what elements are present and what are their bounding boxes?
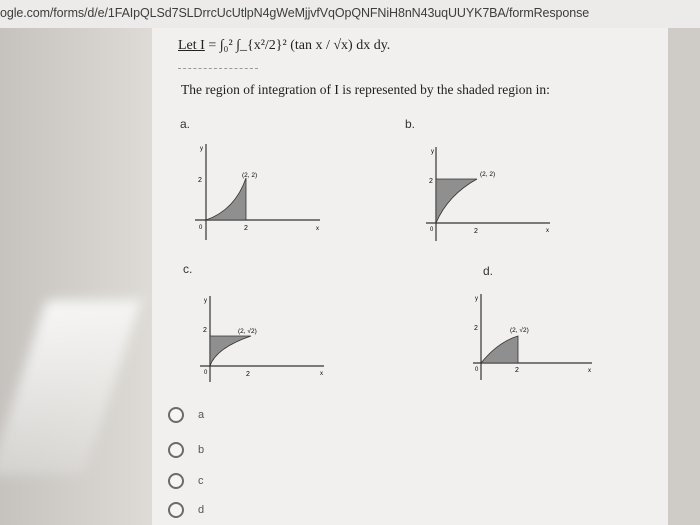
radio-c[interactable] (168, 473, 184, 489)
origin-label: 0 (475, 367, 479, 373)
x-axis-label: x (588, 368, 591, 374)
graph-c (196, 292, 336, 387)
radio-d[interactable] (168, 502, 184, 518)
point-label: (2, √2) (238, 328, 257, 335)
x-tick: 2 (246, 371, 250, 378)
graph-d (470, 290, 610, 385)
shaded-region (436, 179, 477, 223)
shaded-region (481, 336, 518, 363)
question-card (152, 28, 668, 525)
integral-formula (178, 38, 390, 54)
x-axis-label: x (316, 226, 319, 232)
answer-option-b[interactable] (168, 440, 204, 460)
y-axis-label: y (200, 146, 203, 152)
answer-label-a: a (198, 409, 205, 421)
radio-a[interactable] (168, 407, 184, 423)
page-margin-right (668, 28, 700, 525)
formula-label: Let I (178, 38, 205, 53)
origin-label: 0 (199, 225, 203, 231)
answer-label-b: b (198, 444, 205, 456)
x-axis-label: x (546, 228, 549, 234)
formula-body: = ∫₀² ∫_{x²/2}² (tan x / √x) dx dy. (208, 38, 391, 53)
y-tick: 2 (429, 178, 433, 185)
option-a-letter: a. (180, 117, 191, 131)
x-tick: 2 (244, 225, 248, 232)
option-d-letter: d. (483, 264, 494, 278)
answer-option-c[interactable] (168, 471, 204, 491)
answer-option-d[interactable] (168, 500, 204, 520)
answer-label-c: c (198, 475, 204, 487)
point-label: (2, 2) (242, 172, 258, 179)
origin-label: 0 (430, 227, 434, 233)
y-axis-label: y (204, 298, 207, 304)
x-tick: 2 (515, 367, 519, 374)
option-c-letter: c. (183, 262, 193, 276)
x-tick: 2 (474, 228, 478, 235)
y-tick: 2 (198, 177, 202, 184)
graph-b (422, 143, 562, 248)
y-tick: 2 (203, 327, 207, 334)
shaded-region (206, 178, 246, 220)
y-axis-label: y (431, 149, 434, 155)
x-axis-label: x (320, 371, 323, 377)
origin-label: 0 (204, 370, 208, 376)
graph-a (190, 140, 330, 245)
y-axis-label: y (475, 296, 478, 302)
point-label: (2, √2) (510, 327, 529, 334)
answer-option-a[interactable] (168, 405, 204, 425)
question-prompt: The region of integration of I is represented by the shaded region in: (181, 82, 550, 97)
url-text[interactable]: ogle.com/forms/d/e/1FAIpQLSd7SLDrrcUcUtlpN4gWeMjjvfVqOpQNFNiH8nN43uqUUYK7BA/formResponse (0, 6, 590, 20)
shaded-region (210, 336, 251, 366)
option-b-letter: b. (405, 117, 416, 131)
point-label: (2, 2) (480, 171, 496, 178)
radio-b[interactable] (168, 442, 184, 458)
divider (178, 68, 258, 70)
y-tick: 2 (474, 325, 478, 332)
answer-label-d: d (198, 504, 205, 516)
address-bar[interactable] (0, 0, 700, 29)
